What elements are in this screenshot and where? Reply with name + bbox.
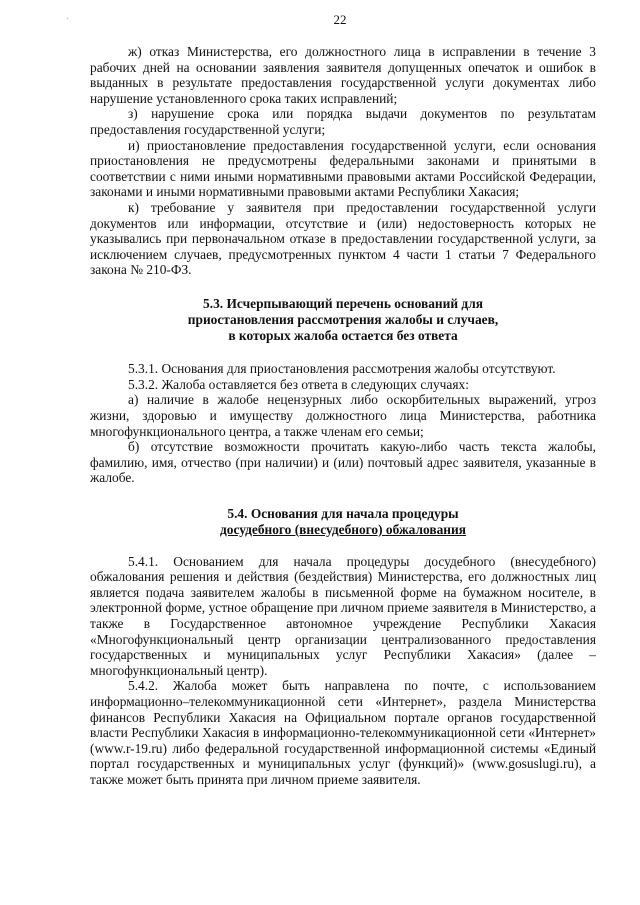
document-body — [90, 44, 596, 788]
paragraph-5-4-2: 5.4.2. Жалоба может быть направлена по почте, с использованием информационно–телекоммуникационной сети «Интернет», раздела Министерства финансов Республики Хакасия на Официальном портале органов государственной власти Республики Хакасия в информационно-телекоммуникационной сети «Интернет» (www.r-19.ru) либо федеральной государственной информационной системы «Единый портал государственных и муниципальных услуг (функций)» (www.gosuslugi.ru), а также может быть принята при личном приеме заявителя. — [90, 678, 596, 787]
clause-b: б) отсутствие возможности прочитать какую-либо часть текста жалобы, фамилию, имя, отчество (при наличии) и (или) почтовый адрес заявителя, указанные в жалобе. — [90, 439, 596, 486]
clause-i: и) приостановление предоставления государственной услуги, если основания приостановления не предусмотрены федеральными законами и принятыми в соответствии с ними иными нормативными правовыми актами Российской Федерации, законами и иными нормативными правовыми актами Республики Хакасия; — [90, 137, 596, 200]
heading-line: 5.3. Исчерпывающий перечень оснований для — [203, 295, 483, 311]
heading-line: приостановления рассмотрения жалобы и случаев, — [187, 311, 499, 327]
paragraph-5-4-1: 5.4.1. Основанием для начала процедуры досудебного (внесудебного) обжалования решения и действия (бездействия) Министерства, его должностных лиц является подача заявителем жалобы в письменной форме на бумажном носителе, в электронной форме, устное обращение при личном приеме заявителя в Министерство, а также в Государственное автономное учреждение Республики Хакасия «Многофункциональный центр организации централизованного предоставления государственных и муниципальных услуг Республики Хакасия» (далее – многофункциональный центр). — [90, 553, 596, 678]
clause-k: к) требование у заявителя при предоставлении государственной услуги документов или информации, отсутствие и (или) недостоверность которых не указывались при первоначальном отказе в предоставлении государственной услуги, за исключением случаев, предусмотренных пунктом 4 части 1 статьи 7 Федерального закона № 210-ФЗ. — [90, 199, 596, 278]
scan-mark: · — [66, 14, 70, 25]
page-number: 22 — [333, 12, 347, 27]
section-5-4-heading — [90, 506, 596, 538]
clause-z: з) нарушение срока или порядка выдачи документов по результатам предоставления государственной услуги; — [90, 106, 596, 137]
heading-line: досудебного (внесудебного) обжалования — [220, 521, 466, 537]
clause-zh: ж) отказ Министерства, его должностного лица в исправлении в течение 3 рабочих дней на основании заявления заявителя допущенных опечаток и ошибок в выданных в результате предоставления государственной услуги документах либо нарушение установленного срока таких исправлений; — [90, 44, 596, 106]
paragraph-5-3-1: 5.3.1. Основания для приостановления рассмотрения жалобы отсутствуют. — [128, 361, 556, 377]
heading-line: в которых жалоба остается без ответа — [228, 327, 458, 343]
heading-line: 5.4. Основания для начала процедуры — [227, 506, 459, 522]
paragraph-5-3-2: 5.3.2. Жалоба оставляется без ответа в следующих случаях: — [128, 376, 469, 392]
clause-a: а) наличие в жалобе нецензурных либо оскорбительных выражений, угроз жизни, здоровью и имуществу должностного лица Министерства, работника многофункционального центра, а также членам его семьи; — [90, 392, 596, 439]
section-5-3-heading — [90, 296, 596, 343]
